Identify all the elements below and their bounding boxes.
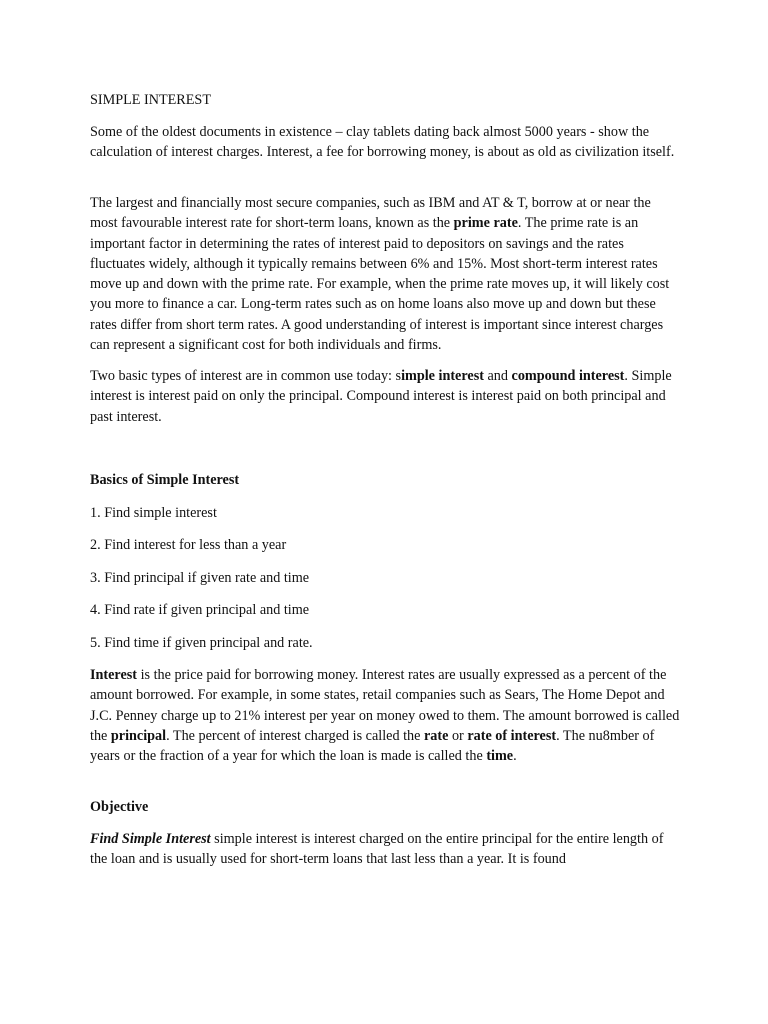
- find-simple-interest-paragraph: Find Simple Interest simple interest is interest charged on the entire principal for the entire length of the loan and is usually used for short-term loans that last less than a year. It is found: [90, 831, 664, 868]
- rate-of-interest-term: rate of interest: [467, 727, 557, 744]
- list-item: 4. Find rate if given principal and time: [90, 602, 310, 618]
- interest-term: Interest: [90, 667, 138, 683]
- intro-paragraph: Some of the oldest documents in existence – clay tablets dating back almost 5000 years - show the calculation of interest charges. Interest, a fee for borrowing money, is about as old as civilization itself.: [90, 124, 675, 161]
- prime-rate-term: prime rate: [453, 215, 518, 232]
- objective-heading: Objective: [90, 799, 149, 815]
- basics-heading: Basics of Simple Interest: [90, 472, 240, 488]
- interest-definition-paragraph: Interest is the price paid for borrowing money. Interest rates are usually expressed as a percent of the amount borrowed. For example, in some states, retail companies such as Sears, The Home Depot and J.C. Penney charge up to 21% interest per year on money owed to them. The amount borrowed is called the principal. The percent of interest charged is called the rate or rate of interest. The nu8mber of years or the fraction of a year for which the loan is made is called the time.: [90, 667, 680, 765]
- list-item: 1. Find simple interest: [90, 505, 217, 521]
- simple-interest-term: imple interest: [401, 368, 484, 384]
- principal-term: principal: [110, 727, 167, 744]
- rate-term: rate: [423, 727, 449, 744]
- list-item: 5. Find time if given principal and rate.: [90, 635, 313, 651]
- compound-interest-term: compound interest: [511, 368, 625, 384]
- find-simple-interest-term: Find Simple Interest: [90, 831, 211, 847]
- document-title: SIMPLE INTEREST: [90, 92, 211, 108]
- list-item: 2. Find interest for less than a year: [90, 537, 287, 553]
- interest-types-paragraph: Two basic types of interest are in common use today: simple interest and compound interest. Simple interest is interest paid on only the principal. Compound interest is interest paid on both principal and past interest.: [90, 368, 672, 425]
- prime-rate-paragraph: The largest and financially most secure companies, such as IBM and AT & T, borrow at or near the most favourable interest rate for short-term loans, known as the prime rate. The prime rate is an important factor in determining the rates of interest paid to depositors on savings and the rates fluctuates widely, although it typically remains between 6% and 15%. Most short-term interest rates move up and down with the prime rate. For example, when the prime rate moves up, it will likely cost you more to finance a car. Long-term rates such as on home loans also move up and down but these rates differ from short term rates. A good understanding of interest is important since interest charges can represent a significant cost for both individuals and firms.: [90, 195, 670, 354]
- time-term: time: [486, 748, 514, 765]
- list-item: 3. Find principal if given rate and time: [90, 570, 310, 586]
